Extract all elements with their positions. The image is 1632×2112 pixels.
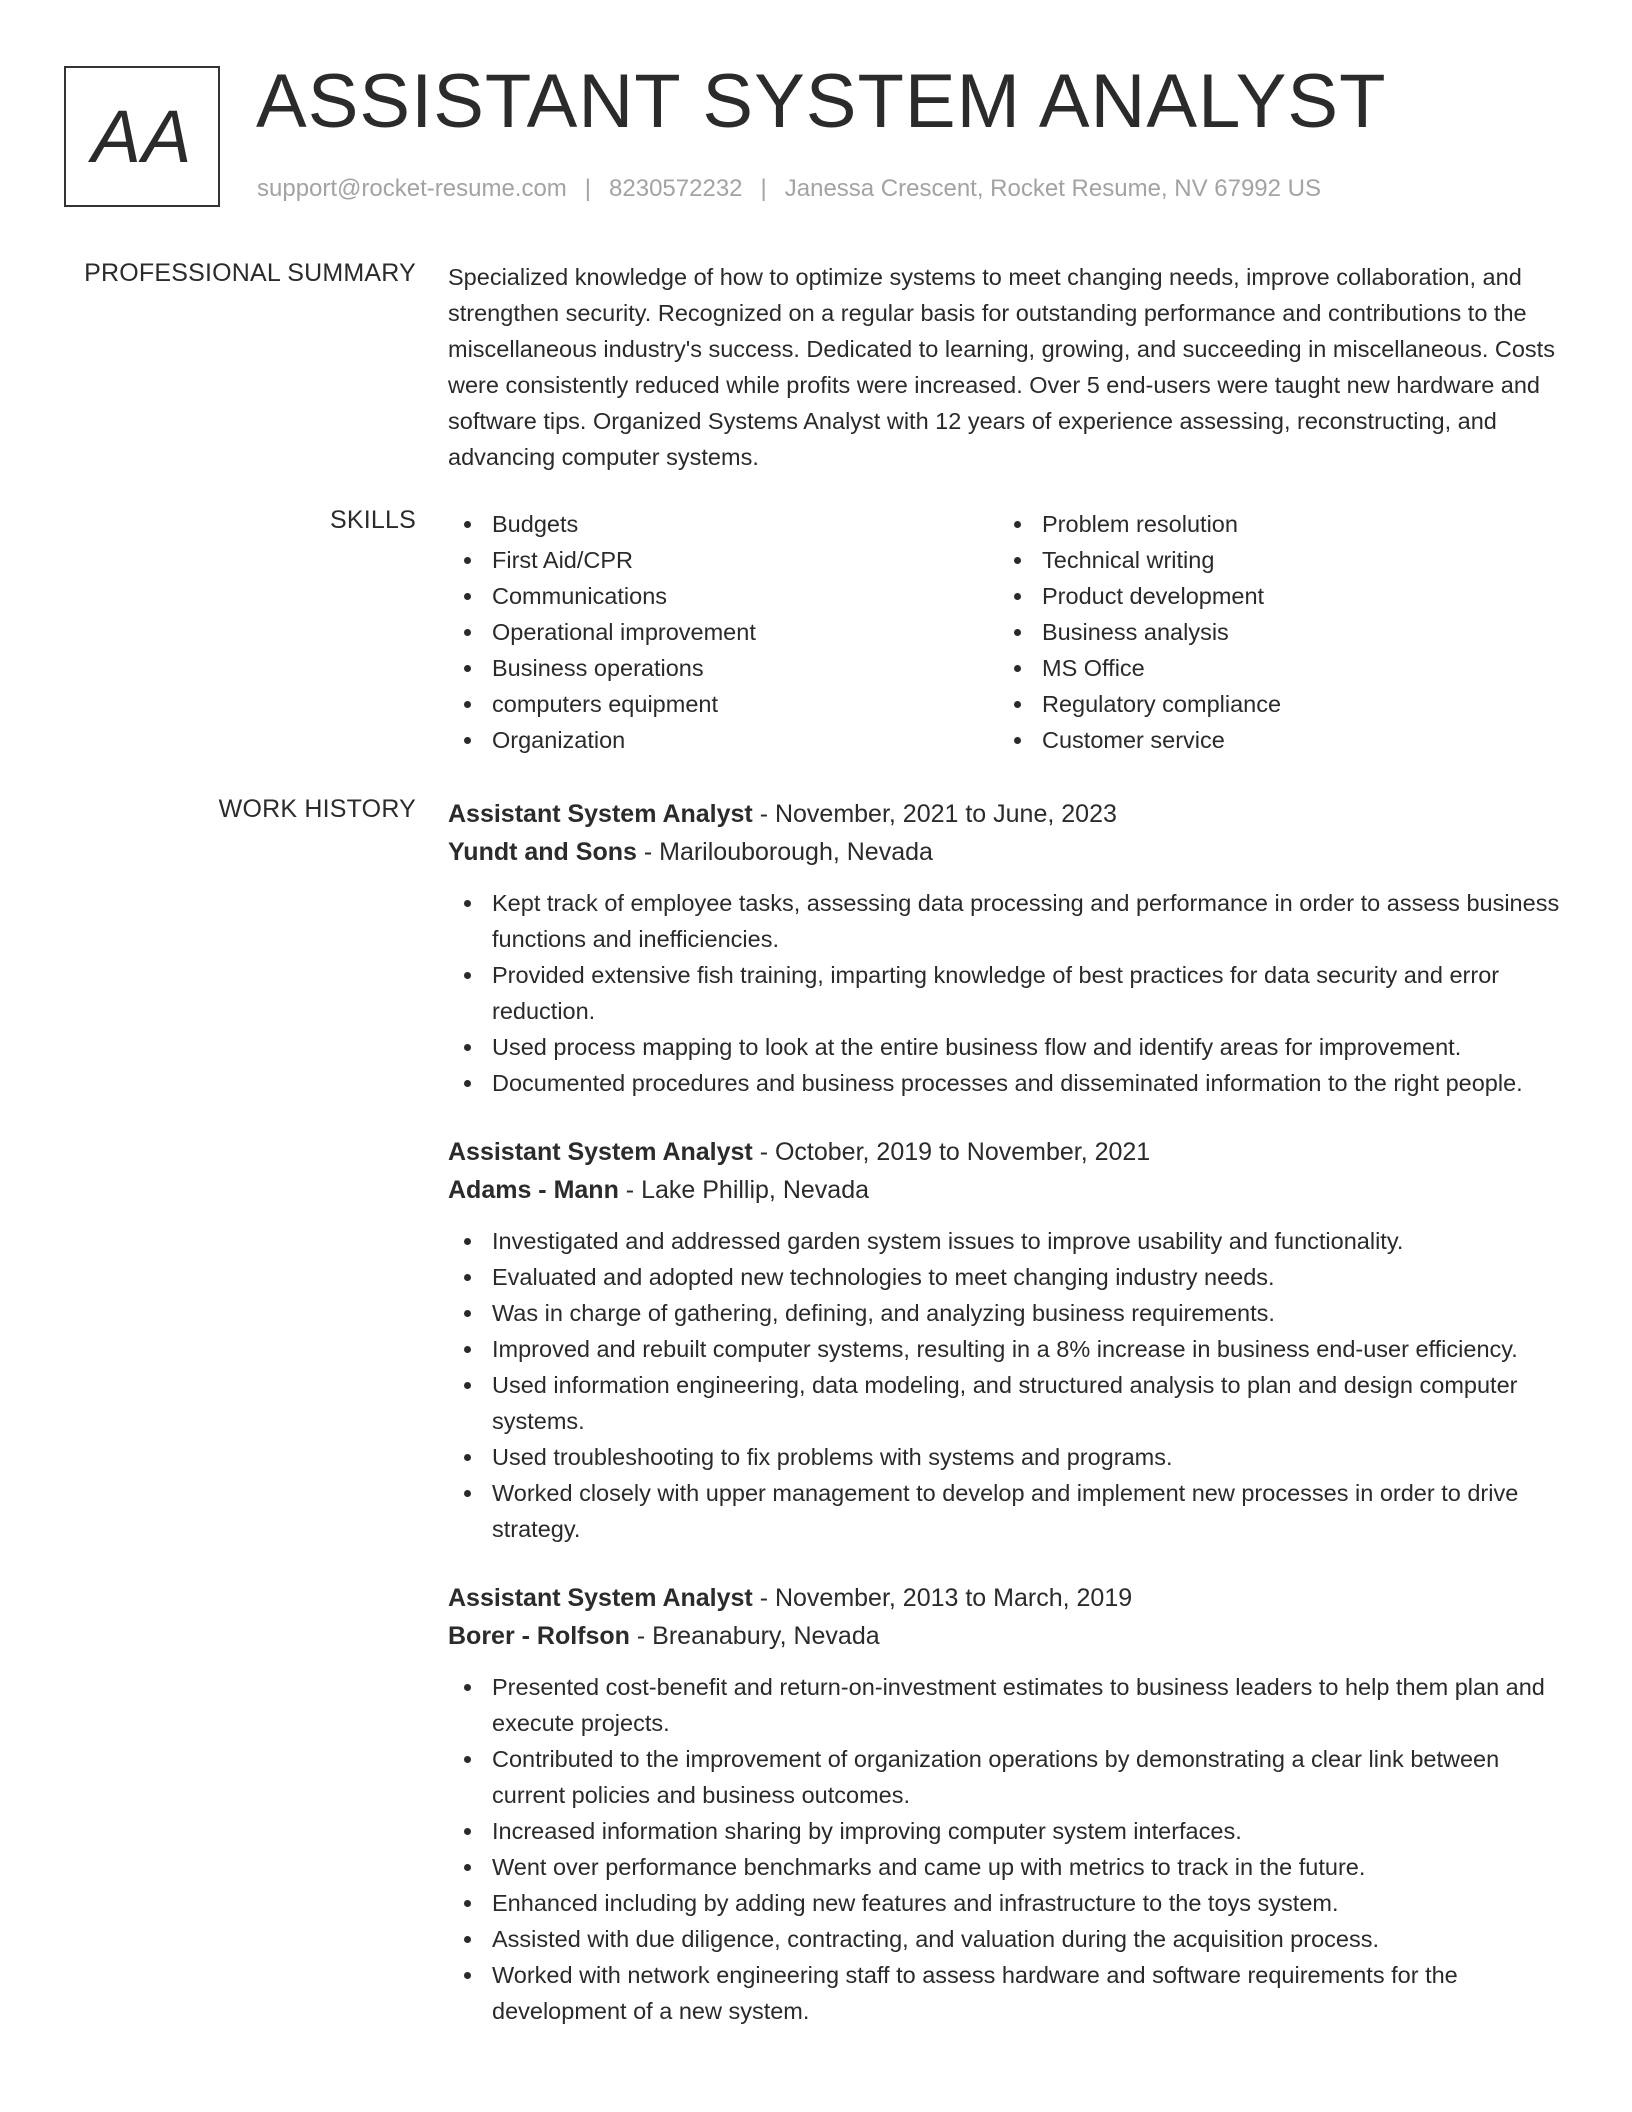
job-dates: October, 2019 to November, 2021 bbox=[774, 1138, 1151, 1166]
job-bullet bbox=[448, 1885, 1568, 1921]
skill-item bbox=[448, 614, 998, 650]
contact-separator: | bbox=[584, 175, 592, 202]
work-history-body bbox=[448, 795, 1568, 2061]
job-company-line: Adams - Mann - Lake Phillip, Nevada bbox=[448, 1176, 869, 1204]
job-bullet bbox=[448, 1331, 1568, 1367]
bullet-icon bbox=[464, 665, 471, 672]
job-bullet-text: Went over performance benchmarks and came up with metrics to track in the future. bbox=[492, 1854, 1366, 1880]
job-location: Lake Phillip, Nevada bbox=[641, 1176, 869, 1204]
job-bullet bbox=[448, 1741, 1568, 1813]
skill-label: Product development bbox=[1042, 583, 1265, 609]
skill-item bbox=[448, 506, 998, 542]
bullet-icon bbox=[1014, 557, 1021, 564]
job-company: Yundt and Sons bbox=[448, 838, 637, 866]
bullet-icon bbox=[464, 1972, 471, 1979]
bullet-icon bbox=[464, 1310, 471, 1317]
job-bullet bbox=[448, 1475, 1568, 1547]
job-bullet-text: Improved and rebuilt computer systems, resulting in a 8% increase in business end-user efficiency. bbox=[492, 1336, 1518, 1362]
bullet-icon bbox=[464, 629, 471, 636]
bullet-icon bbox=[1014, 629, 1021, 636]
job-bullet bbox=[448, 957, 1568, 1029]
job-bullet-text: Investigated and addressed garden system issues to improve usability and functionality. bbox=[492, 1228, 1404, 1254]
skill-item bbox=[448, 722, 998, 758]
bullet-icon bbox=[464, 1900, 471, 1907]
bullet-icon bbox=[464, 1828, 471, 1835]
contact-email: support@rocket-resume.com bbox=[257, 175, 567, 202]
skill-label: Business analysis bbox=[1042, 619, 1229, 645]
bullet-icon bbox=[464, 1274, 471, 1281]
skills-list-left bbox=[448, 506, 998, 758]
job-title-line: Assistant System Analyst - October, 2019 to November, 2021 bbox=[448, 1138, 1151, 1166]
job-bullet bbox=[448, 1849, 1568, 1885]
job-bullet-text: Was in charge of gathering, defining, and analyzing business requirements. bbox=[492, 1300, 1275, 1326]
bullet-icon bbox=[464, 1490, 471, 1497]
job-entry bbox=[448, 1133, 1568, 1547]
summary-heading: PROFESSIONAL SUMMARY bbox=[84, 259, 416, 287]
job-bullet-text: Kept track of employee tasks, assessing data processing and performance in order to assess business functions and inefficiencies. bbox=[492, 890, 1560, 952]
job-bullet-text: Documented procedures and business processes and disseminated information to the right people. bbox=[492, 1070, 1523, 1096]
job-bullet-text: Assisted with due diligence, contracting, and valuation during the acquisition process. bbox=[492, 1926, 1379, 1952]
bullet-icon bbox=[464, 1864, 471, 1871]
job-bullet-text: Worked closely with upper management to develop and implement new processes in order to drive strategy. bbox=[492, 1480, 1519, 1542]
skill-item bbox=[998, 506, 1548, 542]
skill-label: Operational improvement bbox=[492, 619, 756, 645]
work-history-heading: WORK HISTORY bbox=[218, 795, 416, 823]
skill-label: computers equipment bbox=[492, 691, 718, 717]
job-title: Assistant System Analyst bbox=[448, 1584, 753, 1612]
job-location: Breanabury, Nevada bbox=[652, 1622, 880, 1650]
bullet-icon bbox=[464, 1044, 471, 1051]
job-entry bbox=[448, 1579, 1568, 2029]
bullet-icon bbox=[464, 1936, 471, 1943]
bullet-icon bbox=[464, 521, 471, 528]
job-dates: November, 2013 to March, 2019 bbox=[774, 1584, 1133, 1612]
skills-list-right bbox=[998, 506, 1548, 758]
job-bullets bbox=[448, 885, 1568, 1101]
bullet-icon bbox=[464, 557, 471, 564]
job-title: Assistant System Analyst bbox=[448, 800, 753, 828]
job-bullet-text: Increased information sharing by improving computer system interfaces. bbox=[492, 1818, 1242, 1844]
job-bullet bbox=[448, 1957, 1568, 2029]
job-bullet bbox=[448, 1367, 1568, 1439]
job-dates: November, 2021 to June, 2023 bbox=[774, 800, 1117, 828]
job-title-line: Assistant System Analyst - November, 2021 to June, 2023 bbox=[448, 800, 1117, 828]
contact-address: Janessa Crescent, Rocket Resume, NV 67992 US bbox=[784, 175, 1321, 202]
skill-item bbox=[998, 686, 1548, 722]
bullet-icon bbox=[1014, 737, 1021, 744]
job-company-line: Yundt and Sons - Marilouborough, Nevada bbox=[448, 838, 933, 866]
skill-label: First Aid/CPR bbox=[492, 547, 634, 573]
skill-label: Customer service bbox=[1042, 727, 1225, 753]
job-bullet bbox=[448, 1295, 1568, 1331]
skill-item bbox=[998, 614, 1548, 650]
skills-heading: SKILLS bbox=[330, 506, 416, 534]
monogram-box bbox=[64, 66, 220, 207]
job-bullet bbox=[448, 1223, 1568, 1259]
job-bullet-text: Used information engineering, data modeling, and structured analysis to plan and design computer systems. bbox=[492, 1372, 1518, 1434]
skill-label: Technical writing bbox=[1042, 547, 1215, 573]
job-bullets bbox=[448, 1223, 1568, 1547]
skill-item bbox=[448, 650, 998, 686]
contact-line bbox=[257, 175, 1321, 203]
job-bullet-text: Used troubleshooting to fix problems with systems and programs. bbox=[492, 1444, 1173, 1470]
job-bullet bbox=[448, 1259, 1568, 1295]
bullet-icon bbox=[464, 900, 471, 907]
skill-label: Regulatory compliance bbox=[1042, 691, 1282, 717]
bullet-icon bbox=[464, 1238, 471, 1245]
contact-separator: | bbox=[760, 175, 767, 202]
job-bullet-text: Enhanced including by adding new features and infrastructure to the toys system. bbox=[492, 1890, 1339, 1916]
skill-label: Business operations bbox=[492, 655, 704, 681]
resume-title: ASSISTANT SYSTEM ANALYST bbox=[256, 59, 1387, 144]
skills-body bbox=[448, 506, 1568, 758]
skill-label: Communications bbox=[492, 583, 668, 609]
job-company: Adams - Mann bbox=[448, 1176, 619, 1204]
job-bullet bbox=[448, 1029, 1568, 1065]
bullet-icon bbox=[464, 593, 471, 600]
job-title: Assistant System Analyst bbox=[448, 1138, 753, 1166]
job-bullet-text: Presented cost-benefit and return-on-investment estimates to business leaders to help them plan and execute projects. bbox=[492, 1674, 1545, 1736]
skill-label: Budgets bbox=[492, 511, 579, 537]
bullet-icon bbox=[464, 1684, 471, 1691]
job-location: Marilouborough, Nevada bbox=[659, 838, 933, 866]
skill-label: MS Office bbox=[1042, 655, 1145, 681]
skill-item bbox=[998, 578, 1548, 614]
job-bullet bbox=[448, 1439, 1568, 1475]
bullet-icon bbox=[464, 972, 471, 979]
bullet-icon bbox=[464, 1382, 471, 1389]
job-entry bbox=[448, 795, 1568, 1101]
job-bullet-text: Provided extensive fish training, imparting knowledge of best practices for data security and error reduction. bbox=[492, 962, 1500, 1024]
job-bullet-text: Evaluated and adopted new technologies to meet changing industry needs. bbox=[492, 1264, 1275, 1290]
bullet-icon bbox=[1014, 593, 1021, 600]
job-bullet bbox=[448, 1669, 1568, 1741]
job-bullet-text: Contributed to the improvement of organization operations by demonstrating a clear link between current policies and business outcomes. bbox=[492, 1746, 1500, 1808]
job-bullets bbox=[448, 1669, 1568, 2029]
job-bullet bbox=[448, 1065, 1568, 1101]
bullet-icon bbox=[1014, 701, 1021, 708]
skill-item bbox=[448, 578, 998, 614]
bullet-icon bbox=[464, 701, 471, 708]
job-title-line: Assistant System Analyst - November, 2013 to March, 2019 bbox=[448, 1584, 1133, 1612]
job-bullet bbox=[448, 885, 1568, 957]
summary-text: Specialized knowledge of how to optimize systems to meet changing needs, improve collaboration, and strengthen security. Recognized on a regular basis for outstanding performance and contributions to the miscellaneous industry's success. Dedicated to learning, growing, and succeeding in miscellaneous. Costs were consistently reduced while profits were increased. Over 5 end-users were taught new hardware and software tips. Organized Systems Analyst with 12 years of experience assessing, reconstructing, and advancing computer systems. bbox=[448, 264, 1555, 470]
skill-item bbox=[998, 722, 1548, 758]
job-company-line: Borer - Rolfson - Breanabury, Nevada bbox=[448, 1622, 880, 1650]
bullet-icon bbox=[1014, 521, 1021, 528]
job-company: Borer - Rolfson bbox=[448, 1622, 630, 1650]
skill-label: Organization bbox=[492, 727, 626, 753]
bullet-icon bbox=[464, 1454, 471, 1461]
skill-item bbox=[448, 542, 998, 578]
skill-label: Problem resolution bbox=[1042, 511, 1238, 537]
bullet-icon bbox=[464, 1080, 471, 1087]
job-bullet-text: Worked with network engineering staff to assess hardware and software requirements for the development of a new system. bbox=[492, 1962, 1458, 2024]
job-bullet bbox=[448, 1921, 1568, 1957]
job-bullet-text: Used process mapping to look at the entire business flow and identify areas for improvement. bbox=[492, 1034, 1462, 1060]
bullet-icon bbox=[464, 1756, 471, 1763]
skill-item bbox=[998, 542, 1548, 578]
bullet-icon bbox=[464, 1346, 471, 1353]
monogram-initials: AA bbox=[91, 94, 193, 178]
bullet-icon bbox=[464, 737, 471, 744]
skill-item bbox=[998, 650, 1548, 686]
skill-item bbox=[448, 686, 998, 722]
bullet-icon bbox=[1014, 665, 1021, 672]
contact-phone: 8230572232 bbox=[609, 175, 743, 202]
job-bullet bbox=[448, 1813, 1568, 1849]
